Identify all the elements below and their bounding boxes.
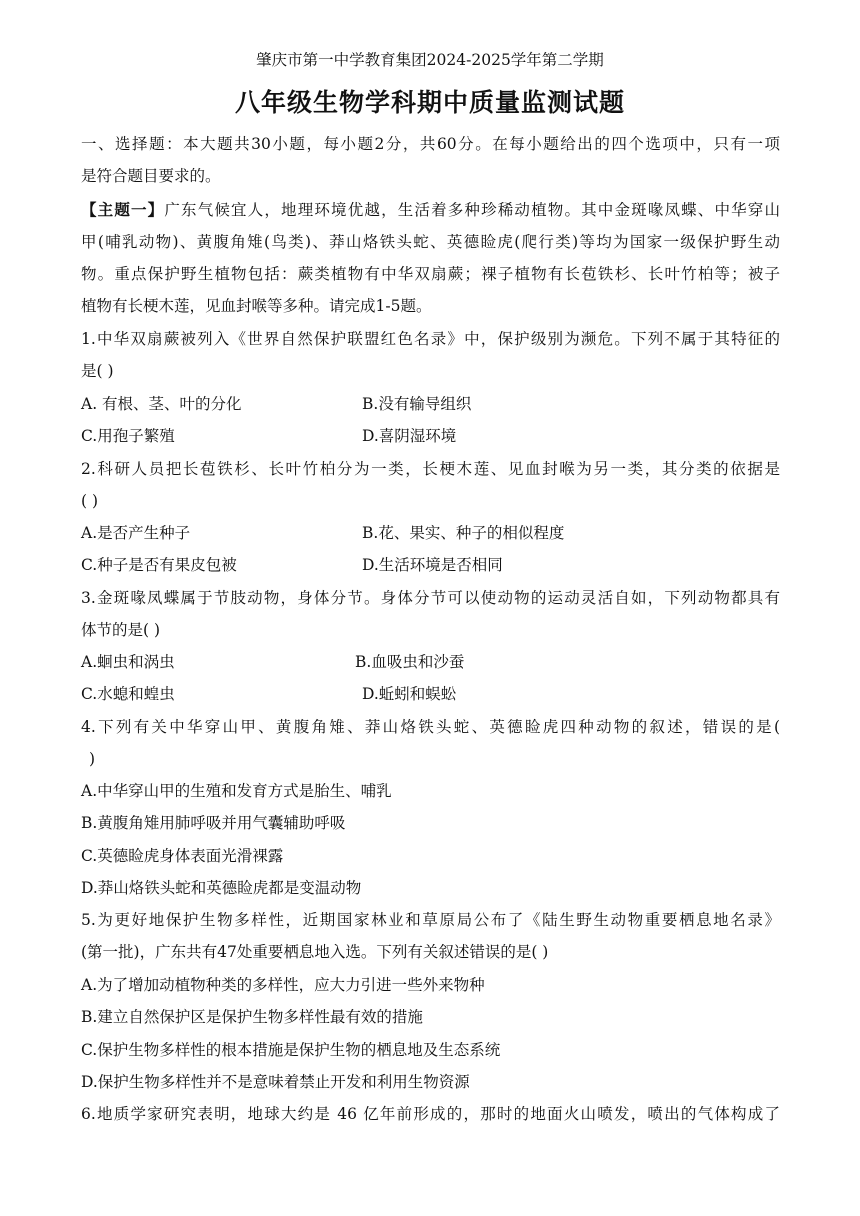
question-1-option-b: B.没有输导组织 <box>362 395 472 413</box>
question-4-stem: 4.下列有关中华穿山甲、黄腹角雉、莽山烙铁头蛇、英德睑虎四种动物的叙述，错误的是( <box>81 718 780 736</box>
question-4-stem-cont: ) <box>89 750 96 768</box>
question-1-stem-cont: 是( ) <box>81 362 114 380</box>
question-1-option-d: D.喜阴湿环境 <box>362 427 457 445</box>
question-3-stem-cont: 体节的是( ) <box>81 621 161 639</box>
question-3-option-c: C.水螅和蝗虫 <box>81 685 175 703</box>
question-1-stem: 1.中华双扇蕨被列入《世界自然保护联盟红色名录》中，保护级别为濒危。下列不属于其特征的 <box>81 330 780 348</box>
school-subtitle: 肇庆市第一中学教育集团2024-2025学年第二学期 <box>256 51 604 69</box>
section-instruction-line-2: 是符合题目要求的。 <box>81 167 221 185</box>
theme1-tag: 【主题一】 <box>81 200 165 219</box>
question-2-option-b: B.花、果实、种子的相似程度 <box>362 524 565 542</box>
theme1-line-1 <box>81 200 780 220</box>
question-5-option-d: D.保护生物多样性并不是意味着禁止开发和利用生物资源 <box>81 1073 470 1091</box>
question-5-stem-cont: (第一批)，广东共有47处重要栖息地入选。下列有关叙述错误的是( ) <box>81 943 549 961</box>
question-1-option-c: C.用孢子繁殖 <box>81 427 175 445</box>
question-4-option-c: C.英德睑虎身体表面光滑裸露 <box>81 847 284 865</box>
section-instruction-line-1: 一、选择题：本大题共30小题，每小题2分，共60分。在每小题给出的四个选项中，只有一项 <box>81 135 780 153</box>
theme1-line-3: 物。重点保护野生植物包括：蕨类植物有中华双扇蕨；裸子植物有长苞铁杉、长叶竹柏等；被子 <box>81 265 780 283</box>
theme1-line-4: 植物有长梗木莲，见血封喉等多种。请完成1-5题。 <box>81 297 432 315</box>
question-6-stem: 6.地质学家研究表明，地球大约是 46 亿年前形成的，那时的地面火山喷发，喷出的气体构成了 <box>81 1105 780 1123</box>
question-1-option-a: A. 有根、茎、叶的分化 <box>81 395 242 413</box>
question-2-option-c: C.种子是否有果皮包被 <box>81 556 237 574</box>
question-5-stem: 5.为更好地保护生物多样性，近期国家林业和草原局公布了《陆生野生动物重要栖息地名录》 <box>81 911 780 929</box>
question-2-stem: 2.科研人员把长苞铁杉、长叶竹柏分为一类，长梗木莲、见血封喉为另一类，其分类的依据是 <box>81 460 780 478</box>
question-5-option-a: A.为了增加动植物种类的多样性，应大力引进一些外来物种 <box>81 976 485 994</box>
question-3-option-b: B.血吸虫和沙蚕 <box>355 653 465 671</box>
question-3-option-d: D.蚯蚓和蜈蚣 <box>362 685 457 703</box>
theme1-text: 广东气候宜人，地理环境优越，生活着多种珍稀动植物。其中金斑喙凤蝶、中华穿山 <box>164 201 780 219</box>
question-4-option-a: A.中华穿山甲的生殖和发育方式是胎生、哺乳 <box>81 782 392 800</box>
question-4-option-d: D.莽山烙铁头蛇和英德睑虎都是变温动物 <box>81 879 362 897</box>
question-5-option-b: B.建立自然保护区是保护生物多样性最有效的措施 <box>81 1008 423 1026</box>
question-5-option-c: C.保护生物多样性的根本措施是保护生物的栖息地及生态系统 <box>81 1041 501 1059</box>
question-3-stem: 3.金斑喙凤蝶属于节肢动物，身体分节。身体分节可以使动物的运动灵活自如，下列动物都具有 <box>81 589 780 607</box>
question-2-option-a: A.是否产生种子 <box>81 524 191 542</box>
question-2-stem-cont: ( ) <box>81 492 99 510</box>
question-3-option-a: A.蛔虫和涡虫 <box>81 653 175 671</box>
question-4-option-b: B.黄腹角雉用肺呼吸并用气囊辅助呼吸 <box>81 814 346 832</box>
exam-title: 八年级生物学科期中质量监测试题 <box>234 88 625 117</box>
question-2-option-d: D.生活环境是否相同 <box>362 556 503 574</box>
theme1-line-2: 甲(哺乳动物)、黄腹角雉(鸟类)、莽山烙铁头蛇、英德睑虎(爬行类)等均为国家一级保护野生动 <box>81 233 780 251</box>
